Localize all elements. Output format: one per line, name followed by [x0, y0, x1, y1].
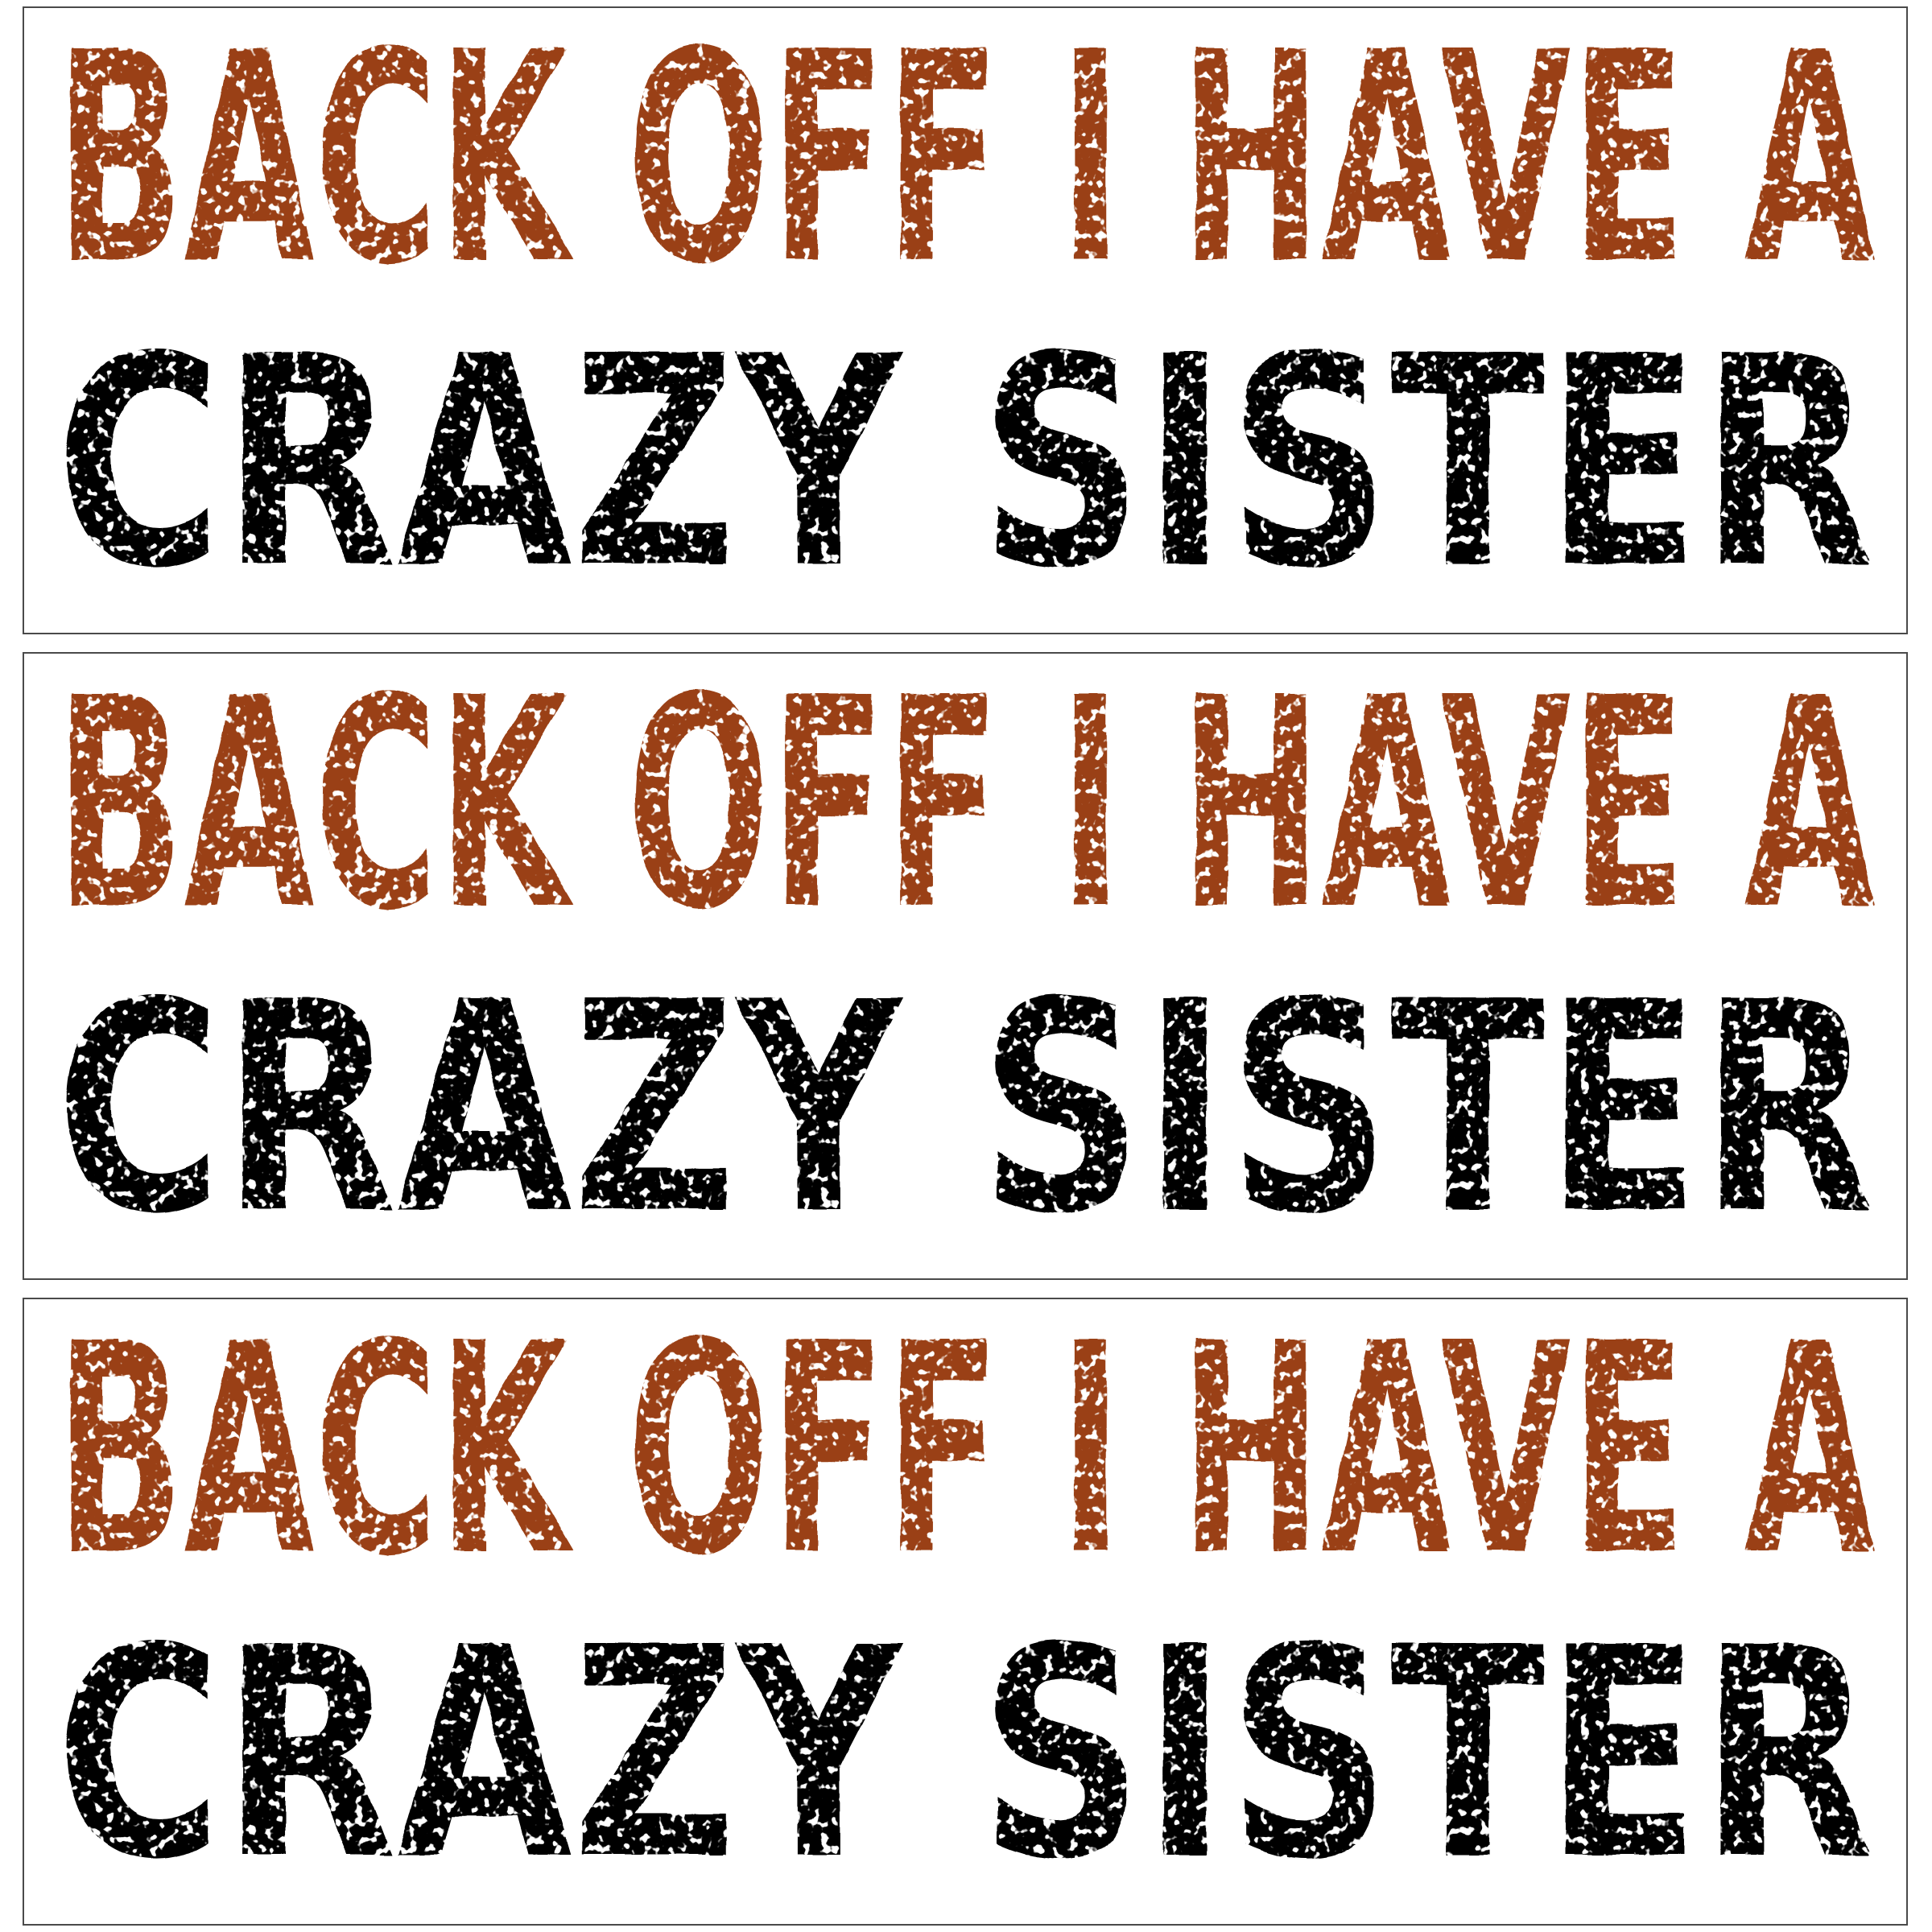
sticker-3-line-2	[24, 1621, 1906, 1911]
sticker-2-line-2	[24, 976, 1906, 1265]
sticker-2	[23, 652, 1908, 1280]
line-2-text: CRAZY SISTER	[56, 330, 1875, 620]
sticker-2-line-1	[24, 671, 1906, 961]
line-1-text: BACK OFF I HAVE A	[56, 26, 1876, 316]
sticker-3-line-1	[24, 1317, 1906, 1607]
line-1-text: BACK OFF I HAVE A	[56, 1317, 1876, 1607]
line-2-text: CRAZY SISTER	[56, 976, 1875, 1265]
sticker-1	[23, 6, 1908, 634]
line-2-text: CRAZY SISTER	[56, 1621, 1875, 1911]
line-1-text: BACK OFF I HAVE A	[56, 671, 1876, 961]
sticker-1-line-1	[24, 26, 1906, 316]
sticker-3	[23, 1298, 1908, 1926]
sticker-1-line-2	[24, 330, 1906, 620]
